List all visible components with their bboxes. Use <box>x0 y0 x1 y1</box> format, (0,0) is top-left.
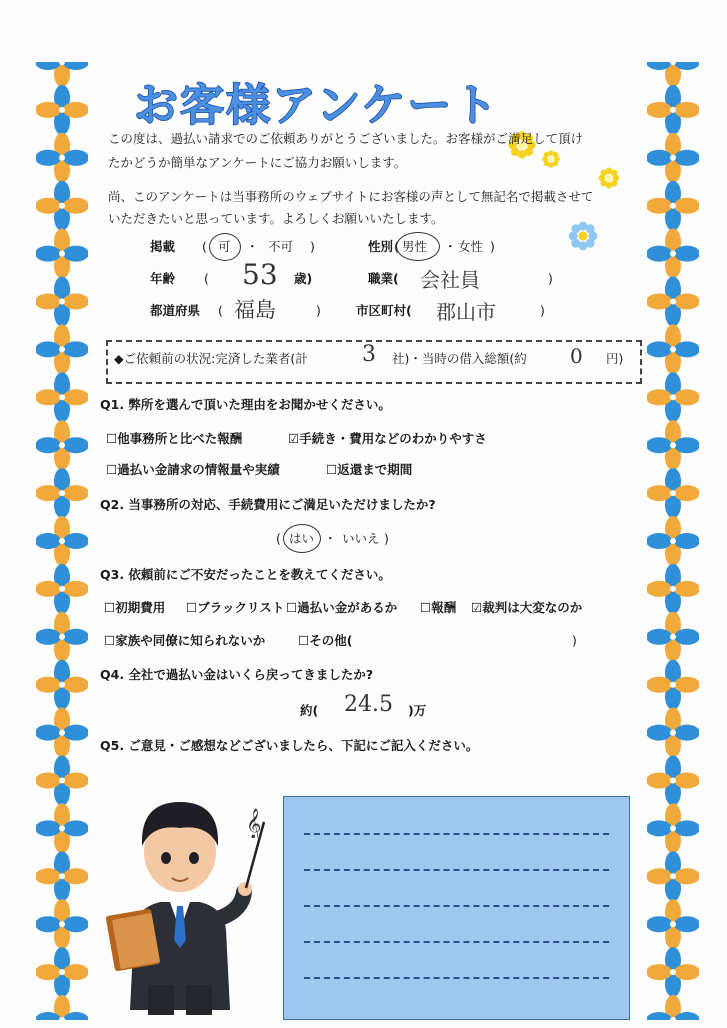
q4-value: 24.5 <box>344 692 393 717</box>
q3-option-1[interactable]: ☐初期費用 <box>104 600 166 615</box>
checkbox[interactable]: ☐ <box>326 462 338 477</box>
q4-question: Q4. 全社で過払い金はいくら戻ってきましたか? <box>100 667 374 682</box>
q2-no[interactable]: いいえ <box>342 531 380 546</box>
q1-question: Q1. 弊所を選んで頂いた理由をお聞かせください。 <box>100 397 391 412</box>
pref-value: 福島 <box>234 298 276 322</box>
q2-yes-circle <box>283 524 321 553</box>
intro-line-1: この度は、過払い請求でのご依頼ありがとうございました。お客様がご満足して頂け <box>108 131 584 146</box>
gender-close: ) <box>490 239 495 254</box>
q1-option-1[interactable]: ☐他事務所と比べた報酬 <box>106 431 243 446</box>
q3-question: Q3. 依頼前にご不安だったことを教えてください。 <box>100 567 391 582</box>
comment-line <box>304 941 609 943</box>
q3-option-6[interactable]: ☐家族や同僚に知られないか <box>104 633 266 648</box>
job-close: ) <box>548 271 553 286</box>
publish-yes-circle <box>209 233 241 261</box>
q2-sep: ・ <box>324 531 337 546</box>
gender-open: ( <box>394 239 399 254</box>
border-petal-icon <box>36 851 88 901</box>
border-petal-icon <box>647 756 699 806</box>
gender-male-circle <box>396 232 440 261</box>
flower-icon <box>596 165 622 191</box>
checkbox[interactable]: ☐ <box>420 600 432 615</box>
border-petal-icon <box>36 947 88 997</box>
gender-male: 男性 <box>402 239 428 254</box>
border-petal-icon <box>36 85 88 135</box>
job-label: 職業( <box>368 271 399 286</box>
border-petal-icon <box>647 803 699 853</box>
job-value: 会社員 <box>420 268 480 292</box>
border-petal-icon <box>647 372 699 422</box>
age-open: ( <box>204 271 209 286</box>
q2-question: Q2. 当事務所の対応、手続費用にご満足いただけましたか? <box>100 497 436 512</box>
svg-text:𝄞: 𝄞 <box>246 809 262 838</box>
checkbox[interactable]: ☐ <box>186 600 198 615</box>
gender-sep: ・ <box>444 239 457 254</box>
border-petal-icon <box>36 564 88 614</box>
border-petal-icon <box>647 324 699 374</box>
checkbox[interactable]: ☐ <box>286 600 298 615</box>
border-petal-icon <box>647 899 699 949</box>
border-petal-icon <box>647 851 699 901</box>
q1-option-4[interactable]: ☐返還まで期間 <box>326 462 413 477</box>
q4-prefix: 約( <box>300 703 319 718</box>
q3-option-2[interactable]: ☐ブラックリスト <box>186 600 285 615</box>
status-count: 3 <box>362 342 376 367</box>
publish-yes: 可 <box>218 239 231 254</box>
border-petal-icon <box>36 899 88 949</box>
q3-option-7[interactable]: ☐その他( <box>298 633 353 648</box>
border-petal-icon <box>36 324 88 374</box>
border-petal-icon <box>647 85 699 135</box>
comment-line <box>304 905 609 907</box>
border-petal-icon <box>36 372 88 422</box>
border-petal-icon <box>36 62 88 87</box>
comment-box[interactable] <box>283 796 630 1020</box>
age-unit: 歳) <box>294 271 313 286</box>
intro-line-3: 尚、このアンケートは当事務所のウェブサイトにお客様の声として無記名で掲載させて <box>108 189 594 204</box>
checkbox[interactable]: ☐ <box>106 431 118 446</box>
city-label: 市区町村( <box>356 303 412 318</box>
publish-close: ) <box>310 239 315 254</box>
gender-female: 女性 <box>458 239 484 254</box>
border-petal-icon <box>647 133 699 183</box>
city-close: ) <box>540 303 545 318</box>
border-petal-icon <box>647 660 699 710</box>
border-petal-icon <box>647 468 699 518</box>
status-amount: 0 <box>570 344 583 368</box>
checkbox-checked[interactable]: ☑ <box>471 600 483 615</box>
publish-no: 不可 <box>268 239 294 254</box>
border-petal-icon <box>36 708 88 758</box>
right-floral-border <box>647 62 699 1020</box>
q3-option-4[interactable]: ☐報酬 <box>420 600 457 615</box>
border-petal-icon <box>647 947 699 997</box>
publish-open: ( <box>202 239 207 254</box>
comment-line <box>304 977 609 979</box>
border-petal-icon <box>36 277 88 327</box>
status-mid: 社)・当時の借入総額(約 <box>392 351 527 366</box>
border-petal-icon <box>647 420 699 470</box>
age-label: 年齢 <box>150 271 176 286</box>
border-petal-icon <box>647 277 699 327</box>
border-petal-icon <box>647 708 699 758</box>
flower-icon <box>540 148 562 170</box>
checkbox[interactable]: ☐ <box>106 462 118 477</box>
q1-option-2[interactable]: ☑手続き・費用などのわかりやすさ <box>288 431 487 446</box>
comment-line <box>304 869 609 871</box>
q2-open: ( <box>276 531 281 546</box>
border-petal-icon <box>36 229 88 279</box>
border-petal-icon <box>36 612 88 662</box>
pref-open: ( <box>218 303 223 318</box>
publish-sep: ・ <box>246 239 259 254</box>
border-petal-icon <box>647 62 699 87</box>
border-petal-icon <box>36 181 88 231</box>
status-prefix: ◆ご依頼前の状況:完済した業者(計 <box>114 351 308 366</box>
music-note-icon <box>244 804 268 838</box>
border-petal-icon <box>36 468 88 518</box>
gender-label: 性別 <box>368 239 394 254</box>
checkbox[interactable]: ☐ <box>104 600 116 615</box>
left-floral-border <box>36 62 88 1020</box>
border-petal-icon <box>36 420 88 470</box>
city-value: 郡山市 <box>436 300 496 324</box>
page-title <box>128 72 608 132</box>
status-suffix: 円) <box>606 351 624 366</box>
intro-line-4: いただきたいと思っています。よろしくお願いいたします。 <box>108 211 444 226</box>
border-petal-icon <box>36 660 88 710</box>
q2-yes[interactable]: はい <box>289 531 315 546</box>
age-value: 53 <box>242 258 278 291</box>
q5-question: Q5. ご意見・ご感想などございましたら、下記にご記入ください。 <box>100 738 479 753</box>
flower-icon <box>565 218 601 254</box>
checkbox[interactable]: ☐ <box>298 633 310 648</box>
comment-line <box>304 833 609 835</box>
q3-option-5[interactable]: ☑裁判は大変なのか <box>471 600 583 615</box>
checkbox[interactable]: ☐ <box>104 633 116 648</box>
pref-label: 都道府県 <box>150 303 201 318</box>
border-petal-icon <box>647 995 699 1020</box>
border-petal-icon <box>36 516 88 566</box>
border-petal-icon <box>647 181 699 231</box>
q4-suffix: )万 <box>408 703 427 718</box>
publish-label: 掲載 <box>150 239 176 254</box>
q2-close: ) <box>384 531 389 546</box>
checkbox-checked[interactable]: ☑ <box>288 431 300 446</box>
q3-option-3[interactable]: ☐過払い金があるか <box>286 600 398 615</box>
border-petal-icon <box>647 229 699 279</box>
border-petal-icon <box>36 803 88 853</box>
border-petal-icon <box>36 133 88 183</box>
border-petal-icon <box>647 612 699 662</box>
border-petal-icon <box>647 564 699 614</box>
border-petal-icon <box>36 756 88 806</box>
intro-line-2: たかどうか簡単なアンケートにご協力お願いします。 <box>108 155 407 170</box>
border-petal-icon <box>36 995 88 1020</box>
border-petal-icon <box>647 516 699 566</box>
q3-other-close: ) <box>572 633 577 648</box>
q1-option-3[interactable]: ☐過払い金請求の情報量や実績 <box>106 462 280 477</box>
pref-close: ) <box>316 303 321 318</box>
svg-text:お客様アンケート: お客様アンケート <box>134 80 500 131</box>
